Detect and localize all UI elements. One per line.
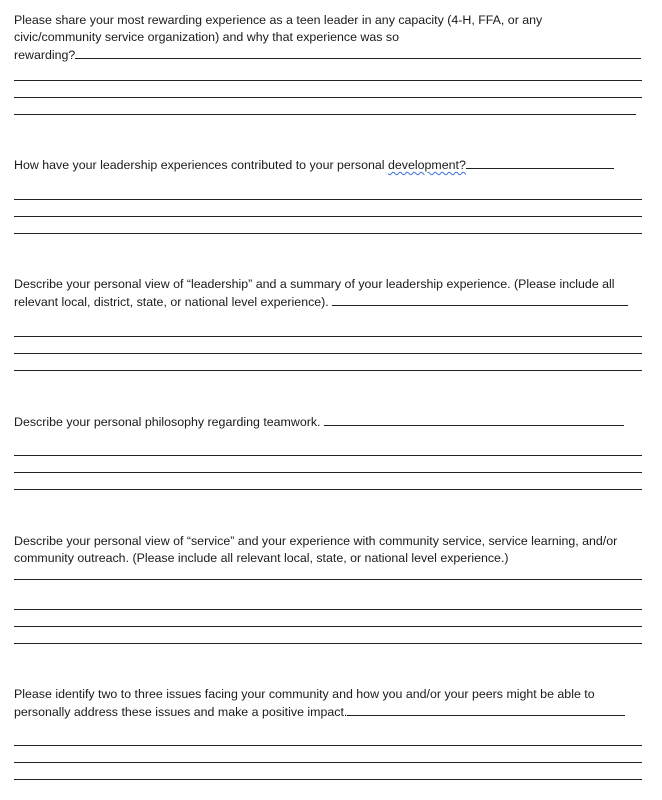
question-1-line-2: civic/community service organization) and why that experience was so: [14, 30, 399, 44]
question-4: [14, 413, 644, 431]
question-1-line-1: Please share your most rewarding experience as a teen leader in any capacity (4-H, FFA, or any: [14, 13, 543, 27]
question-5-line-1: Describe your personal view of “service” and your experience with community service, service learning, and/or: [14, 534, 618, 548]
question-3: [14, 276, 644, 311]
answer-6-line-2[interactable]: [14, 762, 642, 763]
answer-3-line-3[interactable]: [14, 370, 642, 371]
answer-1-inline-blank[interactable]: [75, 46, 641, 59]
answer-6-inline-blank[interactable]: [347, 703, 625, 716]
answer-3-line-2[interactable]: [14, 353, 642, 354]
answer-5-line-1[interactable]: [14, 579, 642, 580]
answer-2-line-3[interactable]: [14, 233, 642, 234]
question-2-text: How have your leadership experiences contributed to your personal: [14, 158, 389, 172]
answer-5-line-3[interactable]: [14, 626, 642, 627]
question-1-line-3: rewarding?: [14, 48, 76, 62]
answer-6-line-3[interactable]: [14, 779, 642, 780]
answer-3-line-1[interactable]: [14, 336, 642, 337]
answer-4-line-3[interactable]: [14, 489, 642, 490]
question-6-line-2: personally address these issues and make a positive impact.: [14, 705, 348, 719]
question-3-line-2: relevant local, district, state, or national level experience).: [14, 295, 329, 309]
answer-5-line-2[interactable]: [14, 609, 642, 610]
answer-3-inline-blank[interactable]: [332, 293, 628, 306]
answer-2-line-1[interactable]: [14, 199, 642, 200]
answer-1-line-1[interactable]: [14, 80, 642, 81]
question-6: [14, 686, 644, 721]
answer-4-line-2[interactable]: [14, 472, 642, 473]
answer-1-line-3[interactable]: [14, 114, 636, 115]
question-3-line-1: Describe your personal view of “leadership” and a summary of your leadership experience. (Please include all: [14, 277, 615, 291]
question-2-spellcheck-word: development?: [388, 158, 466, 172]
answer-4-inline-blank[interactable]: [324, 413, 624, 426]
answer-2-line-2[interactable]: [14, 216, 642, 217]
answer-4-line-1[interactable]: [14, 455, 642, 456]
answer-6-line-1[interactable]: [14, 745, 642, 746]
answer-5-line-4[interactable]: [14, 643, 642, 644]
question-5-line-2: community outreach. (Please include all relevant local, state, or national level experience.): [14, 551, 509, 565]
question-6-line-1: Please identify two to three issues facing your community and how you and/or your peers might be able to: [14, 687, 595, 701]
question-4-text: Describe your personal philosophy regarding teamwork.: [14, 415, 321, 429]
question-2: [14, 156, 644, 174]
answer-1-line-2[interactable]: [14, 97, 642, 98]
question-1: [14, 12, 644, 64]
question-5: [14, 533, 644, 567]
answer-2-inline-blank[interactable]: [466, 156, 614, 169]
